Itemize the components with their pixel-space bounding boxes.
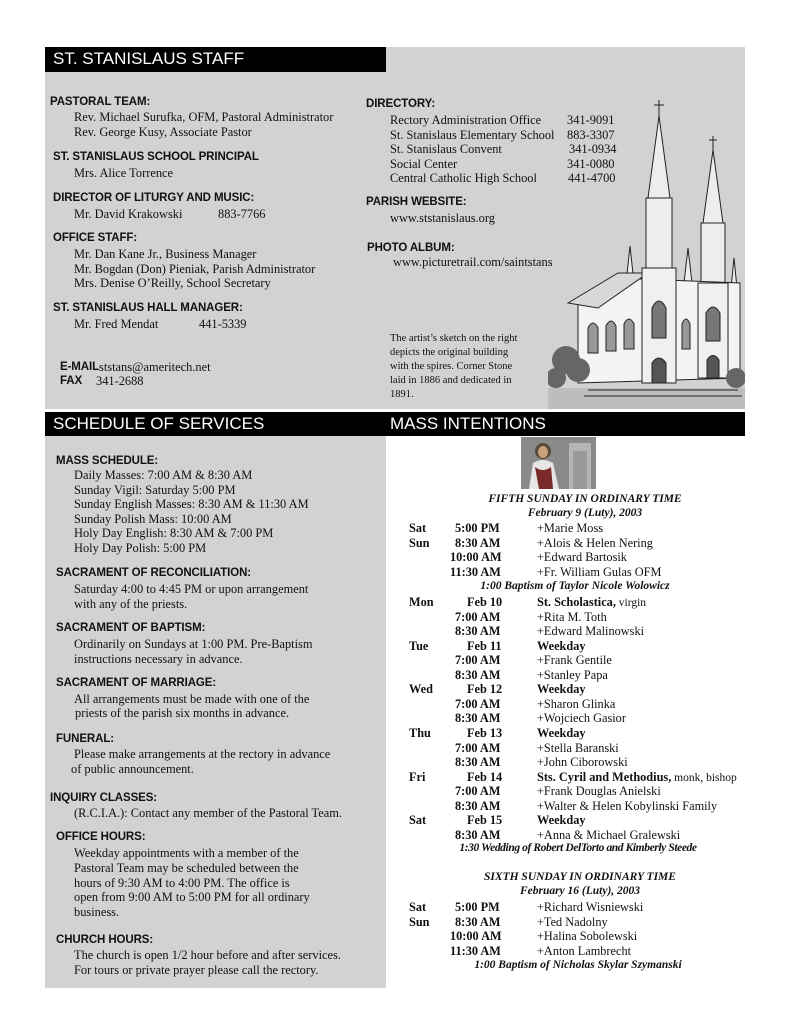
fax-label: FAX [60,375,83,387]
directory-entry-phone: 883-3307 [567,127,615,142]
mass-schedule-line: Holy Day Polish: 5:00 PM [74,541,207,555]
office-staff-member: Mrs. Denise O’Reilly, School Secretary [74,276,271,290]
mass-time: 7:00 AM [455,653,501,668]
hall-manager-label: ST. STANISLAUS HALL MANAGER: [53,302,243,314]
church-hours-label: CHURCH HOURS: [56,934,154,946]
baptism-line: instructions necessary in advance. [74,652,243,666]
mass-time: 7:00 AM [455,784,501,799]
email-address[interactable]: ststans@ameritech.net [99,360,211,374]
mass-intention: St. Scholastica, virgin [537,595,647,609]
mass-intention: +Frank Gentile [537,653,612,668]
directory-entry-name: Central Catholic High School [390,171,537,185]
mass-intention: +Frank Douglas Anielski [537,784,661,799]
church-hours-line: The church is open 1/2 hour before and after services. [74,948,341,962]
mass-time: 7:00 AM [455,696,501,711]
caption-line: The artist’s sketch on the right [390,333,518,344]
directory-entry-name: St. Stanislaus Elementary School [390,127,555,142]
caption-line: 1891. [390,389,414,400]
mass-intention: +Alois & Helen Nering [537,535,653,550]
website-url[interactable]: www.ststanislaus.org [390,211,495,225]
mass-intention: +Sharon Glinka [537,696,616,711]
mass-time: 8:30 AM [455,914,501,929]
week2-note: 1:00 Baptism of Nicholas Skylar Szymanski [474,959,682,971]
mass-time: Feb 13 [467,725,503,740]
baptism-label: SACRAMENT OF BAPTISM: [56,622,206,634]
office-hours-line: hours of 9:30 AM to 4:00 PM. The office is [74,876,290,890]
mass-day: Sun [409,914,430,929]
mass-time: 8:30 AM [455,827,501,842]
mass-time: 7:00 AM [455,740,501,755]
mass-time: Feb 15 [467,813,503,828]
baptism-line: Ordinarily on Sundays at 1:00 PM. Pre-Baptism [74,637,313,651]
mass-time: Feb 11 [467,638,502,653]
office-hours-line: Pastoral Team may be scheduled between the [74,861,299,875]
mass-day: Mon [409,595,434,609]
mass-schedule-label: MASS SCHEDULE: [56,455,159,467]
inquiry-line: (R.C.I.A.): Contact any member of the Pastoral Team. [74,806,342,820]
mass-intention: +Rita M. Toth [537,609,607,624]
mass-schedule-line: Sunday Polish Mass: 10:00 AM [74,512,232,526]
mass-time: 5:00 PM [455,521,500,535]
liturgy-phone: 883-7766 [218,207,266,221]
mass-intention: Weekday [537,813,586,828]
mass-time: 8:30 AM [455,755,501,770]
mass-intention: +Richard Wisniewski [537,900,644,914]
photo-album-url[interactable]: www.picturetrail.com/saintstans [393,255,553,269]
mass-intention: Weekday [537,638,586,653]
office-staff-member: Mr. Bogdan (Don) Pieniak, Parish Administrator [74,262,316,276]
mass-day: Sat [409,900,427,914]
funeral-line: Please make arrangements at the rectory in advance [74,747,331,761]
mass-intentions-header: MASS INTENTIONS [382,412,745,436]
directory-entry-name: Social Center [390,156,458,171]
mass-time: 8:30 AM [455,667,501,682]
mass-time: 11:30 AM [450,943,501,958]
week2-title: SIXTH SUNDAY IN ORDINARY TIME [484,871,676,883]
reconciliation-label: SACRAMENT OF RECONCILIATION: [56,567,252,579]
mass-time: Feb 14 [467,769,503,784]
pastoral-team-member: Rev. George Kusy, Associate Pastor [74,125,252,139]
directory-label: DIRECTORY: [366,98,436,110]
mass-day: Thu [409,725,431,740]
mass-intention: Sts. Cyril and Methodius, monk, bishop [537,769,737,784]
mass-intention: +Marie Moss [537,521,604,535]
mass-schedule-line: Holy Day English: 8:30 AM & 7:00 PM [74,526,274,540]
mass-intention: Weekday [537,725,586,740]
fax-number: 341-2688 [96,374,144,388]
reconciliation-line: Saturday 4:00 to 4:45 PM or upon arrangement [74,582,309,596]
office-staff-member: Mr. Dan Kane Jr., Business Manager [74,247,257,261]
mass-time: 7:00 AM [455,609,501,624]
principal-name: Mrs. Alice Torrence [74,166,174,180]
office-staff-label: OFFICE STAFF: [53,232,138,244]
photo-album-label: PHOTO ALBUM: [367,242,455,254]
funeral-label: FUNERAL: [56,733,114,745]
directory-entry-name: St. Stanislaus Convent [390,142,502,156]
directory-entry-name: Rectory Administration Office [390,113,542,127]
directory-entry-phone: 341-9091 [567,113,615,127]
office-hours-line: open from 9:00 AM to 5:00 PM for all ordinary [74,890,310,904]
mass-intention: +Stella Baranski [537,740,619,755]
mass-intention: +Edward Bartosik [537,550,627,565]
pastoral-team-label: PASTORAL TEAM: [50,96,151,108]
directory-entry-phone: 341-0934 [569,142,617,156]
mass-time: 11:30 AM [450,564,501,579]
church-hours-line: For tours or private prayer please call the rectory. [74,963,319,977]
mass-schedule-line: Daily Masses: 7:00 AM & 8:30 AM [74,468,253,482]
mass-schedule-line: Sunday English Masses: 8:30 AM & 11:30 AM [74,497,309,511]
mass-intention: Weekday [537,682,586,697]
inquiry-label: INQUIRY CLASSES: [50,792,158,804]
mass-intention: +Anton Lambrecht [537,943,632,958]
mass-time: Feb 12 [467,682,503,697]
mass-intention: +Walter & Helen Kobylinski Family [537,798,718,813]
mass-day: Sun [409,535,430,550]
principal-label: ST. STANISLAUS SCHOOL PRINCIPAL [53,151,259,163]
mass-intention: +Halina Sobolewski [537,929,638,944]
directory-entry-phone: 341-0080 [567,156,615,171]
mass-intention: +Fr. William Gulas OFM [537,564,662,579]
email-label: E-MAIL [60,361,100,373]
reconciliation-line: with any of the priests. [74,597,188,611]
mass-intention: +Anna & Michael Gralewski [537,827,681,842]
mass-time: 8:30 AM [455,711,501,726]
mass-time: 8:30 AM [455,798,501,813]
marriage-label: SACRAMENT OF MARRIAGE: [56,677,217,689]
sketch-caption [390,332,517,402]
marriage-line: priests of the parish six months in advance. [75,706,290,720]
caption-line: laid in 1886 and dedicated in [390,375,512,386]
schedule-header: SCHEDULE OF SERVICES [45,412,386,436]
week2-date: February 16 (Luty), 2003 [519,885,641,897]
wedding-note: 1:30 Wedding of Robert DelTorto and Kimberly Steede [459,842,697,854]
mass-day: Wed [409,682,433,697]
jesus-illustration [521,437,596,489]
mass-intention: +Wojciech Gasior [537,711,626,726]
week1-title: FIFTH SUNDAY IN ORDINARY TIME [488,493,682,505]
office-hours-label: OFFICE HOURS: [56,831,146,843]
mass-time: 10:00 AM [450,550,502,565]
marriage-line: All arrangements must be made with one of the [74,692,310,706]
church-sketch [548,98,745,409]
mass-intention: +Stanley Papa [537,667,608,682]
mass-time: 5:00 PM [455,900,500,914]
mass-day: Sat [409,813,427,828]
office-hours-line: business. [74,905,120,919]
hall-manager-phone: 441-5339 [199,317,247,331]
liturgy-name: Mr. David Krakowski [74,207,183,221]
week1-date: February 9 (Luty), 2003 [527,507,643,519]
mass-day: Tue [409,638,429,653]
office-hours-line: Weekday appointments with a member of the [74,846,299,860]
mass-intention: +Edward Malinowski [537,624,645,639]
mass-time: 10:00 AM [450,929,502,944]
liturgy-label: DIRECTOR OF LITURGY AND MUSIC: [53,192,255,204]
hall-manager-name: Mr. Fred Mendat [74,317,159,331]
mass-time: 8:30 AM [455,624,501,639]
caption-line: depicts the original building [390,347,509,358]
mass-intention: +John Ciborowski [537,755,628,770]
website-label: PARISH WEBSITE: [366,196,467,208]
staff-header: ST. STANISLAUS STAFF [45,47,386,72]
mass-day: Sat [409,521,427,535]
mass-time: 8:30 AM [455,535,501,550]
mass-time: Feb 10 [467,595,503,609]
mass-day: Fri [409,769,426,784]
mass-schedule-line: Sunday Vigil: Saturday 5:00 PM [74,483,236,497]
caption-line: with the spires. Corner Stone [390,361,513,372]
funeral-line: of public announcement. [71,762,194,776]
week1-note: 1:00 Baptism of Taylor Nicole Wolowicz [480,580,670,592]
directory-entry-phone: 441-4700 [568,171,616,185]
mass-intention: +Ted Nadolny [537,914,608,929]
pastoral-team-member: Rev. Michael Surufka, OFM, Pastoral Administrator [74,110,334,124]
